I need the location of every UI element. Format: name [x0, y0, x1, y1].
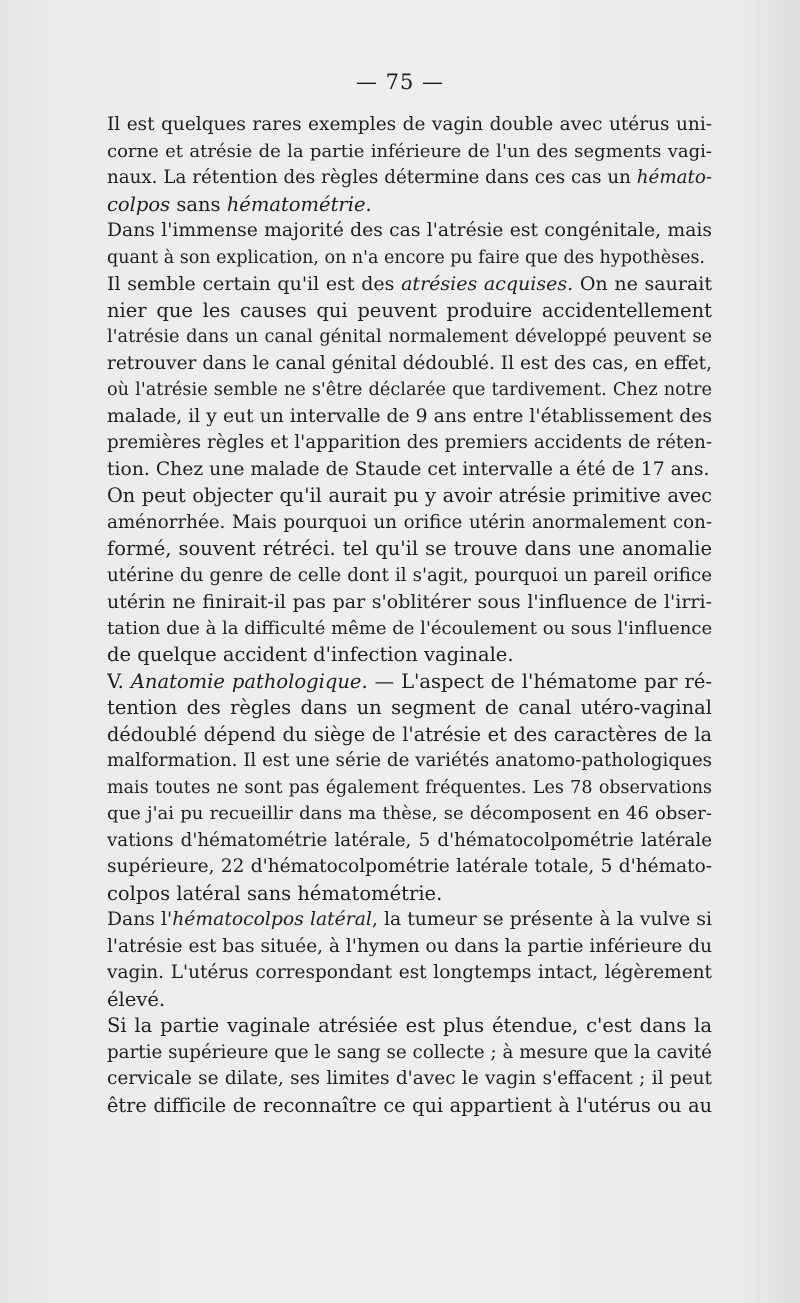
text-segment: tion. Chez une malade de Staude cet intervalle a été de 17 ans. [107, 458, 710, 480]
text-segment: naux. La rétention des règles détermine dans ces cas un [107, 167, 637, 188]
text-line [107, 404, 712, 431]
text-segment: malformation. Il est une série de variétés anatomo-pathologiques [107, 750, 712, 771]
text-line [107, 324, 712, 351]
page-number: — 75 — [355, 70, 445, 94]
text-segment: aménorrhée. Mais pourquoi un orifice utérin anormalement con- [107, 511, 712, 533]
text-line [107, 563, 712, 590]
text-line [107, 192, 712, 219]
italic-text: Anatomie pathologique. [130, 669, 368, 693]
italic-text: hématocolpos latéral [172, 909, 372, 930]
text-line [107, 722, 712, 749]
text-line [107, 801, 712, 828]
text-segment: V. [107, 669, 131, 693]
text-segment: dédoublé dépend du siège de l'atrésie et des caractères de la [107, 722, 712, 746]
text-line [107, 457, 712, 484]
text-segment: retrouver dans le canal génital dédoublé. Il est des cas, en effet, [107, 352, 712, 374]
text-line [107, 377, 712, 404]
text-segment: , la tumeur se présente à la vulve si [371, 909, 712, 930]
text-segment: Dans l'immense majorité des cas l'atrésie est congénitale, mais [107, 220, 712, 241]
text-segment: l'atrésie dans un canal génital normalement développé peuvent se [107, 327, 712, 347]
text-segment: de quelque accident d'infection vaginale. [107, 643, 514, 666]
text-line [107, 165, 712, 192]
text-line [107, 1066, 712, 1093]
text-segment: l'atrésie est bas située, à l'hymen ou dans la partie inférieure du [107, 935, 712, 957]
text-line [107, 589, 712, 616]
text-line [107, 695, 712, 722]
text-segment: vations d'hématométrie latérale, 5 d'hématocolpométrie latérale [107, 829, 712, 851]
text-line [107, 642, 712, 669]
text-line [107, 907, 712, 934]
text-line [107, 748, 712, 775]
text-line [107, 1040, 712, 1067]
text-line [107, 245, 712, 272]
text-segment: colpos latéral sans hématométrie. [107, 881, 443, 905]
text-segment: formé, souvent rétréci. tel qu'il se trouve dans une anomalie [107, 537, 712, 560]
text-line [107, 271, 712, 298]
text-segment: Si la partie vaginale atrésiée est plus étendue, c'est dans la [107, 1014, 712, 1037]
text-line [107, 139, 712, 166]
text-segment: élevé. [107, 987, 166, 1011]
text-segment: tation due à la difficulté même de l'écoulement ou sous l'influence [107, 617, 712, 639]
text-segment: supérieure, 22 d'hématocolpométrie latérale totale, 5 d'hémato- [107, 856, 712, 877]
text-segment: que j'ai pu recueillir dans ma thèse, se décomposent en 46 obser- [107, 803, 712, 824]
text-segment: cervicale se dilate, ses limites d'avec le vagin s'effacent ; il peut [107, 1068, 712, 1089]
text-segment: Dans l' [107, 909, 173, 930]
italic-text: hématométrie. [226, 192, 372, 216]
text-segment: corne et atrésie de la partie inférieure de l'un des segments vagi- [107, 140, 712, 162]
text-segment: Il est quelques rares exemples de vagin double avec utérus uni- [107, 114, 712, 135]
text-segment: On peut objecter qu'il aurait pu y avoir atrésie primitive avec [107, 484, 712, 507]
text-segment: malade, il y eut un intervalle de 9 ans entre l'établissement des [107, 405, 712, 427]
text-segment: vagin. L'utérus correspondant est longtemps intact, légèrement [107, 962, 712, 983]
text-line [107, 775, 712, 802]
text-line [107, 828, 712, 855]
text-segment: premières règles et l'apparition des premiers accidents de réten- [107, 432, 712, 453]
body-text [107, 112, 712, 1119]
text-segment: utérine du genre de celle dont il s'agit, pourquoi un pareil orifice [107, 564, 712, 586]
text-segment: quant à son explication, on n'a encore pu faire que des hypothèses. [107, 247, 705, 268]
text-line [107, 351, 712, 378]
text-line [107, 987, 712, 1014]
text-segment: mais toutes ne sont pas également fréquentes. Les 78 observations [107, 777, 712, 798]
text-line [107, 298, 712, 325]
italic-text: hémato- [636, 167, 712, 188]
text-line [107, 669, 712, 696]
text-line [107, 934, 712, 961]
text-line [107, 430, 712, 457]
italic-text: colpos [107, 192, 171, 216]
text-line [107, 881, 712, 908]
text-line [107, 1013, 712, 1040]
text-line [107, 510, 712, 537]
text-segment: Il semble certain qu'il est des [107, 273, 402, 295]
text-line [107, 218, 712, 245]
text-segment: utérin ne finirait-il pas par s'oblitérer sous l'influence de l'irri- [107, 591, 712, 613]
text-segment: — L'aspect de l'hématome par ré- [367, 669, 712, 693]
text-segment: être difficile de reconnaître ce qui appartient à l'utérus ou au [107, 1093, 712, 1117]
text-line [107, 960, 712, 987]
italic-text: atrésies acquises. [401, 273, 574, 295]
text-line [107, 536, 712, 563]
text-segment: On ne saurait [573, 273, 712, 295]
text-line [107, 616, 712, 643]
text-segment: tention des règles dans un segment de canal utéro-vaginal [107, 696, 712, 719]
text-segment: où l'atrésie semble ne s'être déclarée que tardivement. Chez notre [107, 380, 712, 400]
text-segment: nier que les causes qui peuvent produire accidentellement [107, 298, 712, 322]
text-line [107, 854, 712, 881]
text-segment: partie supérieure que le sang se collecte ; à mesure que la cavité [107, 1041, 712, 1063]
text-line [107, 1093, 712, 1120]
text-line [107, 483, 712, 510]
text-segment: sans [170, 192, 227, 216]
text-line [107, 112, 712, 139]
